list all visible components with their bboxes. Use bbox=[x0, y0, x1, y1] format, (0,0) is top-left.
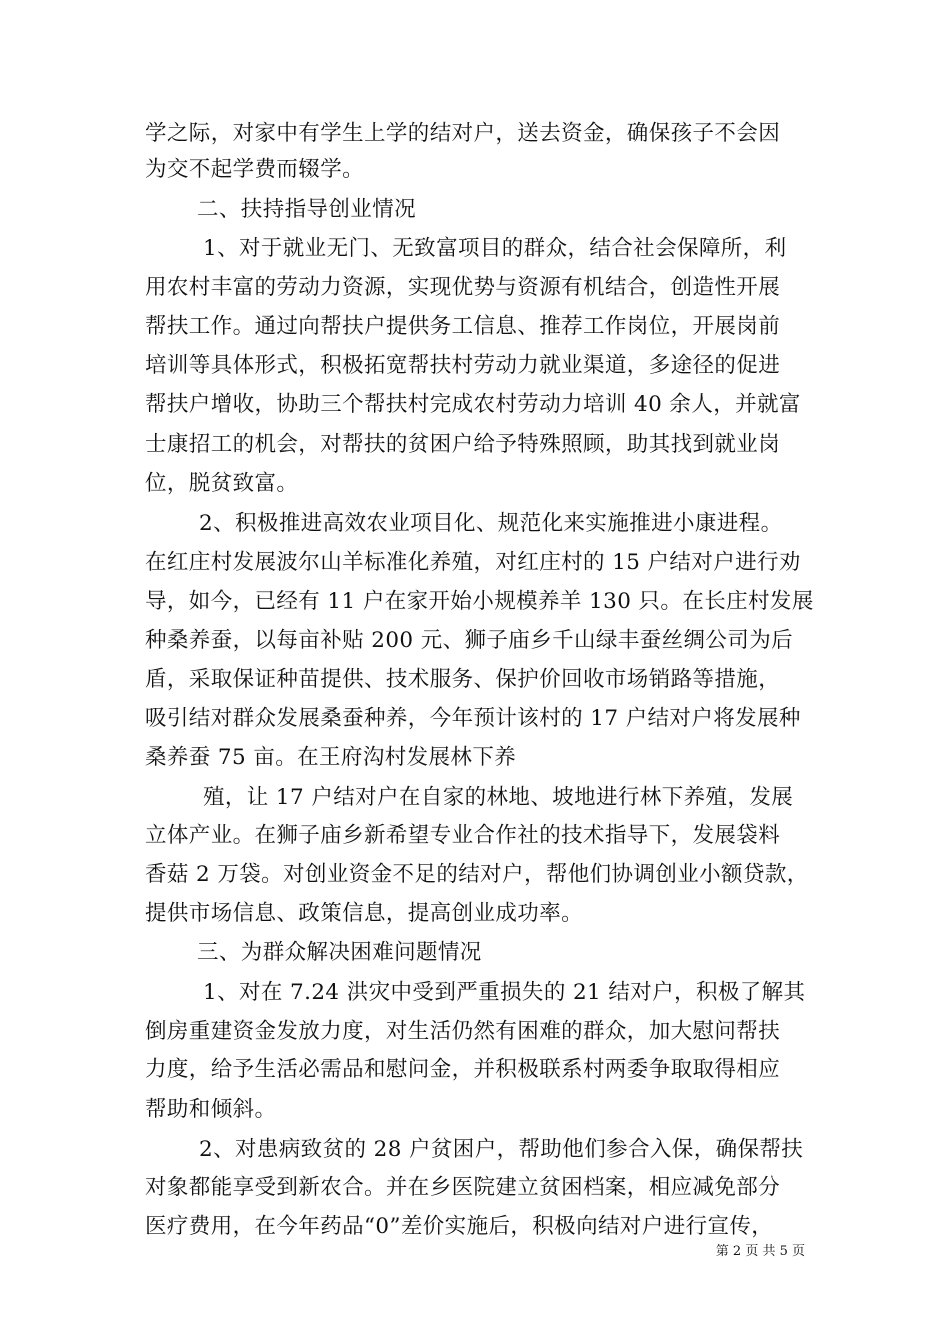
text-line: 帮助和倾斜。 bbox=[145, 1097, 277, 1122]
text-line: 学之际，对家中有学生上学的结对户，送去资金，确保孩子不会因 bbox=[145, 121, 781, 146]
text-line: 导，如今，已经有 11 户在家开始小规模养羊 130 只。在长庄村发展 bbox=[145, 589, 814, 614]
text-line: 1、对于就业无门、无致富项目的群众，结合社会保障所，利 bbox=[203, 236, 787, 261]
text-line: 1、对在 7.24 洪灾中受到严重损失的 21 结对户，积极了解其 bbox=[203, 980, 806, 1005]
text-line: 位，脱贫致富。 bbox=[145, 471, 299, 496]
text-line: 对象都能享受到新农合。并在乡医院建立贫困档案，相应减免部分 bbox=[145, 1175, 781, 1200]
section-heading: 三、为群众解决困难问题情况 bbox=[197, 940, 482, 965]
text-line: 立体产业。在狮子庙乡新希望专业合作社的技术指导下，发展袋料 bbox=[145, 823, 781, 848]
text-line: 2、对患病致贫的 28 户贫困户，帮助他们参合入保，确保帮扶 bbox=[199, 1137, 804, 1162]
text-line: 用农村丰富的劳动力资源，实现优势与资源有机结合，创造性开展 bbox=[145, 275, 781, 300]
text-line: 桑养蚕 75 亩。在王府沟村发展林下养 bbox=[145, 745, 517, 770]
text-line: 培训等具体形式，积极拓宽帮扶村劳动力就业渠道，多途径的促进 bbox=[145, 353, 781, 378]
text-line: 2、积极推进高效农业项目化、规范化来实施推进小康进程。 bbox=[199, 511, 783, 536]
text-line: 盾，采取保证种苗提供、技术服务、保护价回收市场销路等措施， bbox=[145, 667, 781, 692]
text-line: 在红庄村发展波尔山羊标准化养殖，对红庄村的 15 户结对户进行劝 bbox=[145, 550, 801, 575]
text-line: 倒房重建资金发放力度，对生活仍然有困难的群众，加大慰问帮扶 bbox=[145, 1019, 781, 1044]
text-line: 提供市场信息、政策信息，提高创业成功率。 bbox=[145, 901, 584, 926]
text-line: 种桑养蚕，以每亩补贴 200 元、狮子庙乡千山绿丰蚕丝绸公司为后 bbox=[145, 628, 794, 653]
text-line: 帮扶户增收，协助三个帮扶村完成农村劳动力培训 40 余人，并就富 bbox=[145, 392, 801, 417]
text-line: 帮扶工作。通过向帮扶户提供务工信息、推荐工作岗位，开展岗前 bbox=[145, 314, 781, 339]
page-footer: 第 2 页 共 5 页 bbox=[715, 1244, 805, 1259]
section-heading: 二、扶持指导创业情况 bbox=[197, 197, 417, 222]
text-line: 香菇 2 万袋。对创业资金不足的结对户，帮他们协调创业小额贷款， bbox=[145, 862, 809, 887]
text-line: 医疗费用，在今年药品“0”差价实施后，积极向结对户进行宣传， bbox=[145, 1214, 774, 1239]
text-line: 士康招工的机会，对帮扶的贫困户给予特殊照顾，助其找到就业岗 bbox=[145, 432, 781, 457]
text-line: 吸引结对群众发展桑蚕种养，今年预计该村的 17 户结对户将发展种 bbox=[145, 706, 801, 731]
text-line: 殖，让 17 户结对户在自家的林地、坡地进行林下养殖，发展 bbox=[203, 785, 794, 810]
text-line: 力度，给予生活必需品和慰问金，并积极联系村两委争取取得相应 bbox=[145, 1057, 781, 1082]
text-line: 为交不起学费而辍学。 bbox=[145, 157, 365, 182]
